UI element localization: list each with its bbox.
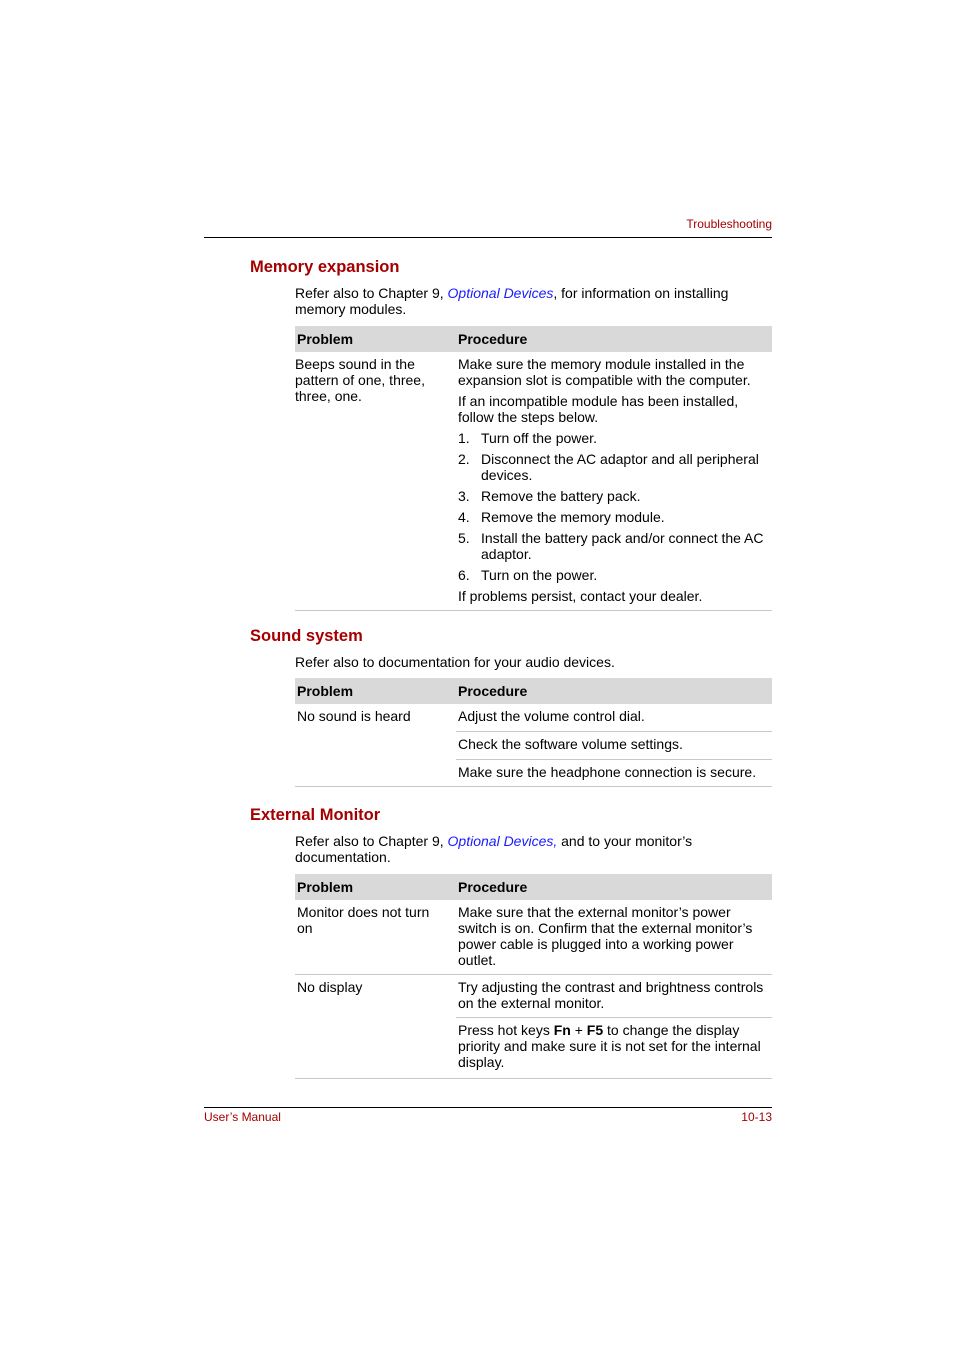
procedure-text: + [570, 1022, 587, 1038]
column-header-problem: Problem [295, 326, 456, 352]
column-header-procedure: Procedure [456, 326, 772, 352]
list-item [458, 430, 772, 446]
procedure-text: If an incompatible module has been installed, follow the steps below. [458, 393, 739, 425]
procedure-cell: Check the software volume settings. [456, 731, 772, 759]
problem-cell: Beeps sound in the pattern of one, three, three, one. [295, 356, 425, 404]
column-header-procedure: Procedure [456, 874, 772, 900]
column-header-problem: Problem [295, 874, 456, 900]
procedure-cell: Try adjusting the contrast and brightness controls on the external monitor. [456, 975, 772, 1018]
problem-cell: No sound is heard [295, 704, 456, 786]
step-number: 6. [458, 567, 470, 583]
memory-intro-text-end: , for information on installing memory modules. [295, 285, 729, 317]
procedure-text: to change the display priority and make sure it is not set for the internal display. [458, 1022, 761, 1070]
step-number: 2. [458, 451, 470, 467]
list-item [458, 567, 772, 583]
heading-sound-system: Sound system [250, 627, 363, 645]
step-number: 5. [458, 530, 470, 546]
step-number: 3. [458, 488, 470, 504]
step-text: Remove the memory module. [481, 509, 665, 525]
table-row [295, 975, 772, 1018]
heading-memory-expansion: Memory expansion [250, 258, 400, 276]
table-row [295, 900, 772, 975]
step-text: Remove the battery pack. [481, 488, 641, 504]
procedure-text: If problems persist, contact your dealer. [458, 588, 703, 604]
optional-devices-link[interactable]: Optional Devices, [447, 833, 558, 849]
procedure-text: Make sure the memory module installed in the expansion slot is compatible with the computer. [458, 356, 751, 388]
memory-table [295, 326, 772, 611]
list-item [458, 451, 772, 483]
procedure-cell [456, 1018, 772, 1079]
monitor-table [295, 874, 772, 1079]
footer-manual-title: User’s Manual [204, 1110, 281, 1124]
column-header-procedure: Procedure [456, 678, 772, 704]
procedure-text: Press hot keys [458, 1022, 554, 1038]
sound-intro: Refer also to documentation for your audio devices. [295, 654, 615, 670]
monitor-intro-text-end: and to your monitor’s documentation. [295, 833, 693, 865]
step-text: Turn off the power. [481, 430, 597, 446]
list-item [458, 488, 772, 504]
step-text: Disconnect the AC adaptor and all peripheral devices. [481, 451, 759, 483]
heading-external-monitor: External Monitor [250, 806, 381, 824]
table-row [295, 352, 772, 611]
list-item [458, 509, 772, 525]
monitor-intro [295, 833, 772, 865]
table-header-row [295, 326, 772, 352]
table-row [295, 704, 772, 731]
column-header-problem: Problem [295, 678, 456, 704]
procedure-cell: Make sure that the external monitor’s power switch is on. Confirm that the external monitor’s power cable is plugged into a working power outlet. [458, 904, 753, 968]
steps-list [458, 430, 772, 583]
step-text: Turn on the power. [481, 567, 598, 583]
procedure-cell [456, 352, 772, 611]
problem-cell: Monitor does not turn on [297, 904, 430, 936]
monitor-intro-text: Refer also to Chapter 9, [295, 833, 448, 849]
step-number: 4. [458, 509, 470, 525]
optional-devices-link[interactable]: Optional Devices [447, 285, 554, 301]
hotkey-f5: F5 [586, 1022, 604, 1038]
header-rule [204, 237, 772, 238]
hotkey-fn: Fn [553, 1022, 571, 1038]
memory-intro [295, 285, 772, 317]
table-header-row [295, 874, 772, 900]
sound-table [295, 678, 772, 787]
page-number: 10-13 [741, 1110, 772, 1124]
list-item [458, 530, 772, 562]
step-number: 1. [458, 430, 470, 446]
footer-rule [204, 1107, 772, 1108]
procedure-cell: Adjust the volume control dial. [456, 704, 772, 731]
procedure-cell: Make sure the headphone connection is secure. [456, 759, 772, 786]
running-header: Troubleshooting [686, 217, 772, 231]
problem-cell: No display [295, 975, 456, 1079]
step-text: Install the battery pack and/or connect the AC adaptor. [481, 530, 764, 562]
table-header-row [295, 678, 772, 704]
memory-intro-text: Refer also to Chapter 9, [295, 285, 448, 301]
